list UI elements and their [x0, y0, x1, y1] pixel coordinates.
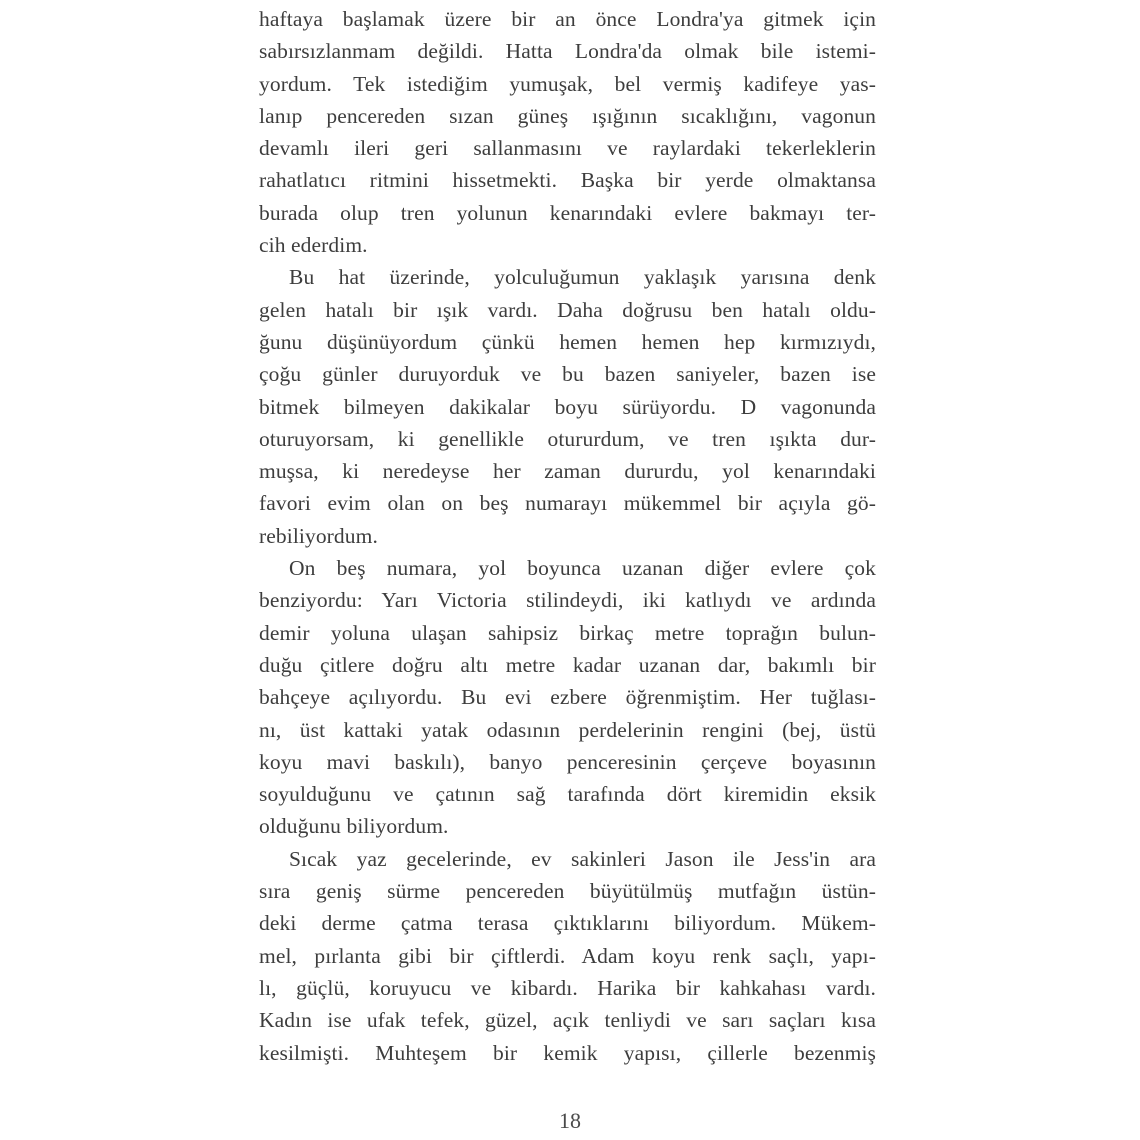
text-line: Bu hat üzerinde, yolculuğumun yaklaşık yarısına denk: [289, 265, 876, 290]
text-line: duğu çitlere doğru altı metre kadar uzanan dar, bakımlı bir: [259, 652, 876, 677]
text-line: lanıp pencereden sızan güneş ışığının sıcaklığını, vagonun: [259, 103, 876, 128]
paragraph: [259, 3, 876, 261]
text-line: bitmek bilmeyen dakikalar boyu sürüyordu. D vagonunda: [259, 394, 876, 419]
text-line: olduğunu biliyordum.: [259, 814, 449, 839]
text-line: demir yoluna ulaşan sahipsiz birkaç metre toprağın bulun-: [259, 620, 876, 645]
text-line: mel, pırlanta gibi bir çiftlerdi. Adam koyu renk saçlı, yapı-: [259, 943, 876, 968]
text-line: yordum. Tek istediğim yumuşak, bel vermiş kadifeye yas-: [259, 71, 876, 96]
text-line: soyulduğunu ve çatının sağ tarafında dört kiremidin eksik: [259, 782, 876, 807]
paragraph: [259, 843, 876, 1069]
text-block: [259, 3, 876, 1069]
text-line: devamlı ileri geri sallanmasını ve raylardaki tekerleklerin: [259, 136, 876, 161]
text-line: gelen hatalı bir ışık vardı. Daha doğrusu ben hatalı oldu-: [259, 297, 876, 322]
text-line: cih ederdim.: [259, 233, 368, 258]
text-line: rahatlatıcı ritmini hissetmekti. Başka bir yerde olmaktansa: [259, 168, 876, 193]
text-line: oturuyorsam, ki genellikle otururdum, ve tren ışıkta dur-: [259, 426, 876, 451]
text-line: favori evim olan on beş numarayı mükemmel bir açıyla gö-: [259, 491, 876, 516]
text-line: sabırsızlanmam değildi. Hatta Londra'da olmak bile istemi-: [259, 39, 876, 64]
paragraph: [259, 552, 876, 843]
text-line: lı, güçlü, koruyucu ve kibardı. Harika bir kahkahası vardı.: [259, 975, 876, 1000]
text-line: kesilmişti. Muhteşem bir kemik yapısı, çillerle bezenmiş: [259, 1040, 876, 1065]
text-line: koyu mavi baskılı), banyo penceresinin çerçeve boyasının: [259, 749, 876, 774]
text-line: ğunu düşünüyordum çünkü hemen hemen hep kırmızıydı,: [259, 329, 876, 354]
text-line: çoğu günler duruyorduk ve bu bazen saniyeler, bazen ise: [259, 362, 876, 387]
text-line: nı, üst kattaki yatak odasının perdelerinin rengini (bej, üstü: [259, 717, 876, 742]
text-line: burada olup tren yolunun kenarındaki evlere bakmayı ter-: [259, 200, 876, 225]
text-line: On beş numara, yol boyunca uzanan diğer evlere çok: [289, 556, 876, 581]
text-line: benziyordu: Yarı Victoria stilindeydi, iki katlıydı ve ardında: [259, 588, 876, 613]
text-line: rebiliyordum.: [259, 523, 378, 548]
text-line: sıra geniş sürme pencereden büyütülmüş mutfağın üstün-: [259, 879, 876, 904]
paragraph: [259, 261, 876, 552]
text-line: haftaya başlamak üzere bir an önce Londra'ya gitmek için: [259, 7, 876, 31]
text-line: muşsa, ki neredeyse her zaman dururdu, yol kenarındaki: [259, 459, 876, 484]
text-line: Sıcak yaz gecelerinde, ev sakinleri Jason ile Jess'in ara: [289, 846, 876, 871]
text-line: bahçeye açılıyordu. Bu evi ezbere öğrenmiştim. Her tuğlası-: [259, 685, 876, 710]
page-number: 18: [559, 1108, 581, 1133]
text-line: Kadın ise ufak tefek, güzel, açık tenliydi ve sarı saçları kısa: [259, 1008, 876, 1033]
text-line: deki derme çatma terasa çıktıklarını biliyordum. Mükem-: [259, 911, 876, 936]
